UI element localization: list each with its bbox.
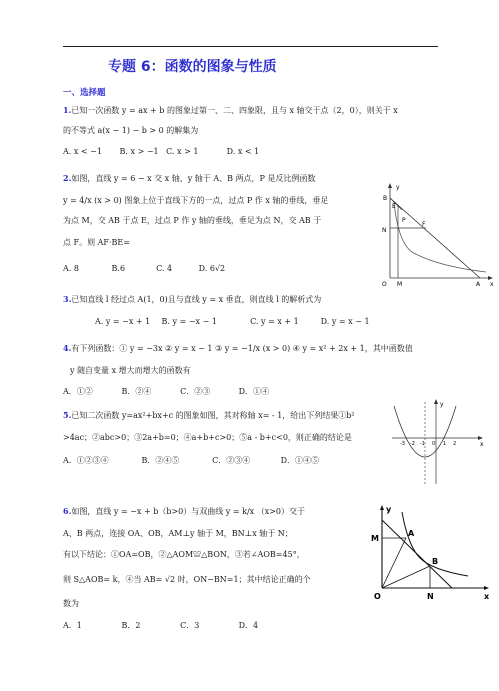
question-number: 6. [63,506,72,516]
fig-label-f: F [422,221,426,228]
fig-label-a: A [408,529,415,538]
fig-label-y: y [440,401,444,408]
option-b: B．②④⑤ [141,456,180,465]
question-number: 4. [63,343,72,353]
question-5-figure [390,398,486,488]
question-6-figure [368,502,498,606]
option-d: D. 6√2 [198,264,226,273]
fig-label-p: P [402,217,406,224]
question-text: 已知二次函数 y=ax²+bx+c 的图象如图，其对称轴 x= - 1，给出下列结果①b² [71,411,355,420]
option-d: D. x < 1 [226,147,260,156]
fig-label-b: B [383,195,388,202]
question-5-options [63,455,319,466]
fig-label-x: x [484,592,490,601]
question-2-line-4: 点 F。则 AF·BE= [63,238,130,247]
question-text: 如图，直线 y = −x + b（b>0）与双曲线 y = k/x （x>0）交于 [71,507,306,516]
question-3-line-1 [63,294,321,305]
question-2-options [63,263,225,274]
fig-label-x: x [480,441,484,448]
question-2-figure [376,180,496,288]
question-4-options [63,386,269,397]
section-heading: 一、选择题 [63,88,106,98]
question-5-line-1 [63,410,355,421]
tick-label: 2 [453,441,457,447]
tick-label: 1 [443,441,447,447]
question-number: 5. [63,410,72,420]
fig-label-m: M [397,281,403,288]
option-d: D．①④ [238,387,270,396]
fig-label-a: A [476,281,481,288]
option-a: A. y = −x + 1 [95,317,151,326]
fig-label-m: M [371,534,379,543]
question-5-line-2: >4ac；②abc>0；③2a+b=0；④a+b+c>0；⑤a - b+c<0，则正确的结论是 [63,433,352,442]
tick-label: -2 [410,441,415,447]
fig-label-n: N [427,592,434,601]
fig-label-o: O [382,281,387,288]
question-number: 1. [63,105,72,115]
option-c: C．②③ [180,387,211,396]
question-4-line-2: y 随自变量 x 增大而增大的函数有 [70,366,191,375]
option-b: B．②④ [121,387,152,396]
fig-label-e: E [392,203,396,210]
question-6-line-5: 数为 [63,599,79,608]
option-d: D．4 [238,621,259,630]
question-text: 有下列函数：① y = −3x ② y = x − 1 ③ y = −1/x (x > 0) ④ y = x² + 2x + 1，其中函数值 [71,344,413,353]
option-a: A. x < −1 [63,147,102,156]
fig-label-n: N [382,227,387,234]
question-2-line-1 [63,173,315,184]
option-a: A. 8 [63,264,79,273]
question-1-line-2: 的不等式 a(x − 1) − b > 0 的解集为 [63,126,199,135]
fig-label-b: B [432,557,439,566]
question-2-line-3: 为点 M，交 AB 于点 E，过点 P 作 y 轴的垂线，垂足为点 N，交 AB 于 [63,216,322,225]
option-a: A．①② [63,387,93,396]
fig-label-y: y [396,184,400,191]
fig-label-y: y [386,505,392,514]
question-6-line-4: 则 S△AOB= k，④当 AB= √2 时，ON−BN=1；其中结论正确的个 [63,575,311,584]
tick-label: -1 [420,441,425,447]
question-text: 如图，直线 y = 6 − x 交 x 轴、y 轴于 A、B 两点，P 是反比例函数 [71,174,316,183]
question-4-line-1 [63,343,413,354]
question-text: 已知直线 l 经过点 A(1，0)且与直线 y = x 垂直，则直线 l 的解析式为 [71,295,322,304]
option-b: B. y = −x − 1 [161,317,217,326]
option-a: A．1 [63,621,82,630]
question-number: 2. [63,173,72,183]
tick-label: 0 [432,441,436,447]
header-rule [63,46,438,47]
question-number: 3. [63,294,72,304]
question-1-line-1 [63,105,398,116]
question-6-options [63,620,258,631]
option-b: B. x > −1 [119,147,159,156]
fig-label-o: O [374,592,381,601]
option-b: B.6 [111,264,126,273]
question-6-line-2: A、B 两点，连接 OA、OB，AM⊥y 轴于 M，BN⊥x 轴于 N； [63,529,293,538]
option-d: D．①④⑤ [280,456,320,465]
question-6-line-1 [63,506,305,517]
option-c: C. x > 1 [166,147,199,156]
option-d: D. y = x − 1 [320,317,370,326]
option-c: C. y = x + 1 [250,317,299,326]
option-c: C. 4 [156,264,173,273]
question-2-line-2: y = 4/x (x > 0) 图象上位于直线下方的一点，过点 P 作 x 轴的垂线，垂足 [63,196,329,205]
option-b: B．2 [121,621,141,630]
fig-label-x: x [490,281,494,288]
question-1-options [63,146,259,157]
question-3-options [95,316,370,327]
question-text: 已知一次函数 y = ax + b 的图象过第一、二、四象限，且与 x 轴交于点（2，0），则关于 x [71,106,398,115]
option-c: C．②③④ [212,456,251,465]
option-c: C．3 [180,621,200,630]
question-6-line-3: 有以下结论：①OA=OB，②△AOM≌△BON，③若∠AOB=45°， [63,550,305,559]
option-a: A．①②③④ [63,456,109,465]
tick-label: -3 [400,441,405,447]
page-title: 专题 6：函数的图象与性质 [108,59,277,75]
